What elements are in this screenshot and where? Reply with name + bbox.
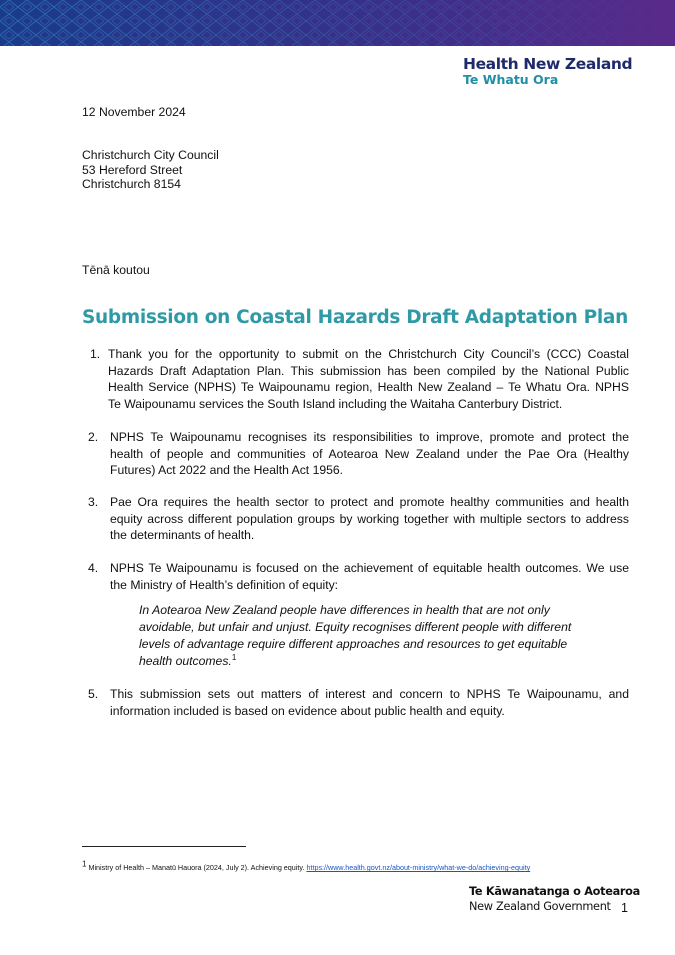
logo-subtitle: Te Whatu Ora bbox=[463, 72, 559, 87]
quote-line: levels of advantage require different approaches and resources to get equitable bbox=[139, 637, 568, 651]
letter-date: 12 November 2024 bbox=[82, 105, 186, 119]
page-number: 1 bbox=[621, 901, 628, 915]
paragraph-line: NPHS Te Waipounamu is focused on the achievement of equitable health outcomes. We use bbox=[110, 561, 629, 575]
footnote-link[interactable]: https://www.health.govt.nz/about-ministry/what-we-do/achieving-equity bbox=[306, 863, 531, 872]
quote-line: avoidable, but unfair and unjust. Equity recognises different people with different bbox=[139, 620, 572, 634]
paragraph-line: Thank you for the opportunity to submit on the Christchurch City Council’s (CCC) Coastal bbox=[108, 347, 629, 361]
item-number: 3. bbox=[88, 495, 99, 509]
health-nz-logo bbox=[463, 56, 632, 87]
page-title: Submission on Coastal Hazards Draft Adaptation Plan bbox=[82, 307, 628, 328]
banner-pattern bbox=[0, 0, 675, 46]
footnote-text: Ministry of Health – Manatū Hauora (2024, July 2). Achieving equity. bbox=[88, 863, 305, 872]
item-number: 4. bbox=[88, 561, 99, 575]
paragraph-line: Futures) Act 2022 and the Health Act 1956. bbox=[110, 463, 344, 477]
footnote-marker: 1 bbox=[82, 859, 87, 869]
paragraph-line: Hazards Draft Adaptation Plan. This submission has been compiled by the National Public bbox=[108, 363, 629, 378]
paragraph-line: Pae Ora requires the health sector to protect and promote healthy communities and health bbox=[110, 495, 629, 509]
quote-line: In Aotearoa New Zealand people have differences in health that are not only bbox=[139, 603, 550, 617]
quote-line: health outcomes. bbox=[139, 654, 232, 668]
paragraph-line: health of people and communities of Aotearoa New Zealand under the Pae Ora (Healthy bbox=[110, 446, 629, 461]
paragraph-line: Te Waipounamu services the South Island including the Waitaha Canterbury District. bbox=[108, 396, 563, 411]
paragraph-line: NPHS Te Waipounamu recognises its responsibilities to improve, promote and protect the bbox=[110, 430, 629, 444]
address-line: 53 Hereford Street bbox=[82, 163, 183, 177]
item-number: 5. bbox=[88, 687, 99, 701]
paragraph-line: equity across different population groups by working together with multiple sectors to address bbox=[110, 511, 629, 526]
paragraph-line: This submission sets out matters of interest and concern to NPHS Te Waipounamu, and bbox=[110, 687, 629, 701]
paragraph-line: the determinants of health. bbox=[110, 528, 255, 542]
govt-name-maori: Te Kāwanatanga o Aotearoa bbox=[469, 885, 640, 898]
nz-government-logo bbox=[469, 884, 640, 914]
address-line: Christchurch 8154 bbox=[82, 177, 181, 191]
footnote-divider bbox=[82, 846, 246, 847]
address-line: Christchurch City Council bbox=[82, 148, 219, 162]
item-number: 1. bbox=[90, 347, 101, 361]
paragraph-line: information included is based on evidence about public health and equity. bbox=[110, 703, 505, 718]
govt-name-english: New Zealand Government bbox=[469, 900, 611, 913]
footnote-ref[interactable]: 1 bbox=[231, 652, 237, 662]
logo-title: Health New Zealand bbox=[463, 55, 633, 73]
footnote bbox=[82, 859, 531, 872]
paragraph-line: the Ministry of Health’s definition of equity: bbox=[110, 577, 339, 592]
greeting: Tēnā koutou bbox=[82, 263, 150, 277]
paragraph-line: Health Service (NPHS) Te Waipounamu region, Health New Zealand – Te Whatu Ora. NPHS bbox=[108, 380, 629, 394]
header-banner bbox=[0, 0, 675, 46]
equity-quote bbox=[139, 602, 571, 670]
item-number: 2. bbox=[88, 430, 99, 444]
